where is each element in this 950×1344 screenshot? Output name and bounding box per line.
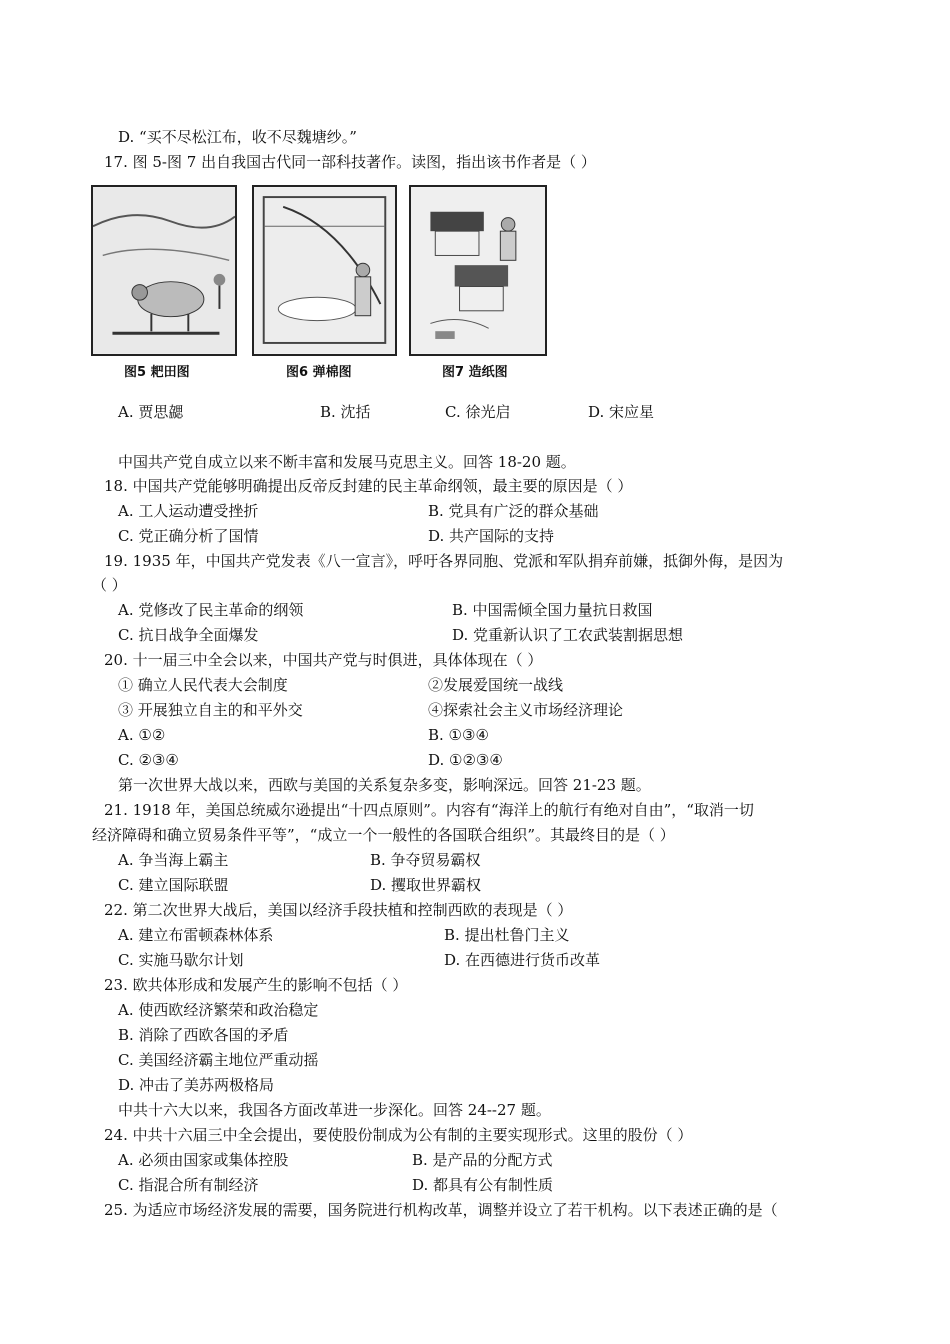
intro-18-20: 中国共产党自成立以来不断丰富和发展马克思主义。回答 18-20 题。 [118, 453, 576, 471]
q20-item-1: ① 确立人民代表大会制度 [118, 676, 288, 694]
q19-option-d: D. 党重新认识了工农武装割据思想 [452, 626, 684, 644]
q22-stem: 22. 第二次世界大战后，美国以经济手段扶植和控制西欧的表现是（ ） [104, 901, 573, 919]
q21-option-c: C. 建立国际联盟 [118, 876, 229, 894]
q24-option-c: C. 指混合所有制经济 [118, 1176, 259, 1194]
q22-option-d: D. 在西德进行货币改革 [444, 951, 601, 969]
q23-option-a: A. 使西欧经济繁荣和政治稳定 [118, 1001, 319, 1019]
q25-stem: 25. 为适应市场经济发展的需要，国务院进行机构改革，调整并设立了若干机构。以下表述正确的是（ [104, 1201, 778, 1219]
farmer-ox-harrow-illustration [93, 187, 235, 354]
q20-option-b: B. ①③④ [428, 726, 489, 744]
q17-option-d: D. 宋应星 [588, 403, 655, 421]
q23-option-c: C. 美国经济霸主地位严重动摇 [118, 1051, 319, 1069]
q22-option-c: C. 实施马歇尔计划 [118, 951, 244, 969]
q18-option-d: D. 共产国际的支持 [428, 527, 555, 545]
q18-option-b: B. 党具有广泛的群众基础 [428, 502, 599, 520]
q22-option-b: B. 提出杜鲁门主义 [444, 926, 570, 944]
figure-7-papermaking [409, 185, 547, 356]
cotton-bowing-illustration [254, 187, 395, 354]
q19-option-a: A. 党修改了民主革命的纲领 [118, 601, 304, 619]
q19-stem-line1: 19. 1935 年，中国共产党发表《八一宣言》，呼吁各界同胞、党派和军队捐弃前嫌，抵御外侮，是因为 [104, 552, 784, 570]
figure-6-cotton-bowing [252, 185, 397, 356]
q23-option-b: B. 消除了西欧各国的矛盾 [118, 1026, 289, 1044]
q19-stem-line2: （ ） [92, 576, 127, 594]
figure-5-harrowing [91, 185, 237, 356]
q18-stem: 18. 中国共产党能够明确提出反帝反封建的民主革命纲领，最主要的原因是（ ） [104, 477, 633, 495]
q23-stem: 23. 欧共体形成和发展产生的影响不包括（ ） [104, 976, 408, 994]
q17-option-a: A. 贾思勰 [118, 403, 184, 421]
q21-option-a: A. 争当海上霸主 [118, 851, 229, 869]
q24-stem: 24. 中共十六届三中全会提出，要使股份制成为公有制的主要实现形式。这里的股份（ ） [104, 1126, 693, 1144]
q20-item-3: ③ 开展独立自主的和平外交 [118, 701, 303, 719]
q18-option-c: C. 党正确分析了国情 [118, 527, 259, 545]
q21-option-d: D. 攫取世界霸权 [370, 876, 482, 894]
figure-6-caption: 图6 弹棉图 [286, 365, 352, 380]
intro-21-23: 第一次世界大战以来，西欧与美国的关系复杂多变，影响深远。回答 21-23 题。 [118, 776, 651, 794]
q23-option-d: D. 冲击了美苏两极格局 [118, 1076, 275, 1094]
q17-option-b: B. 沈括 [320, 403, 371, 421]
q20-item-4: ④探索社会主义市场经济理论 [428, 701, 624, 719]
q17-stem: 17. 图 5-图 7 出自我国古代同一部科技著作。读图，指出该书作者是（ ） [104, 153, 596, 171]
q20-option-c: C. ②③④ [118, 751, 179, 769]
q19-option-c: C. 抗日战争全面爆发 [118, 626, 259, 644]
q20-option-d: D. ①②③④ [428, 751, 503, 769]
q20-option-a: A. ①② [118, 726, 166, 744]
q16-option-d: D. “买不尽松江布，收不尽魏塘纱。” [118, 128, 357, 146]
q24-option-a: A. 必须由国家或集体控股 [118, 1151, 289, 1169]
q24-option-b: B. 是产品的分配方式 [412, 1151, 553, 1169]
q20-item-2: ②发展爱国统一战线 [428, 676, 564, 694]
papermaking-illustration [411, 187, 545, 354]
q18-option-a: A. 工人运动遭受挫折 [118, 502, 259, 520]
q17-option-c: C. 徐光启 [445, 403, 511, 421]
q24-option-d: D. 都具有公有制性质 [412, 1176, 554, 1194]
figure-7-caption: 图7 造纸图 [442, 365, 508, 380]
q20-stem: 20. 十一届三中全会以来，中国共产党与时俱进，具体体现在（ ） [104, 651, 543, 669]
q22-option-a: A. 建立布雷顿森林体系 [118, 926, 274, 944]
intro-24-27: 中共十六大以来，我国各方面改革进一步深化。回答 24--27 题。 [118, 1101, 551, 1119]
figure-5-caption: 图5 耙田图 [124, 365, 190, 380]
q19-option-b: B. 中国需倾全国力量抗日救国 [452, 601, 653, 619]
q21-stem-line1: 21. 1918 年，美国总统威尔逊提出“十四点原则”。内容有“海洋上的航行有绝对自由”，“取消一切 [104, 801, 754, 819]
q21-option-b: B. 争夺贸易霸权 [370, 851, 481, 869]
q21-stem-line2: 经济障碍和确立贸易条件平等”，“成立一个一般性的各国联合组织”。其最终目的是（ ） [92, 826, 675, 844]
